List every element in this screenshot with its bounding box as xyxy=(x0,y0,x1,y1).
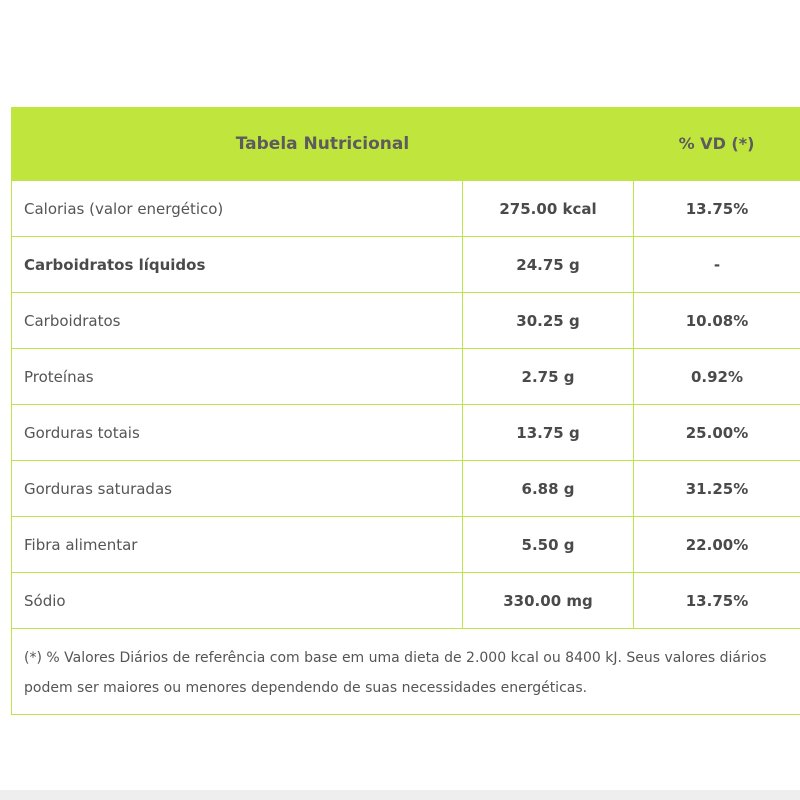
nutrient-vd: 0.92% xyxy=(690,367,744,386)
nutrient-amount: 275.00 kcal xyxy=(463,181,634,236)
table-row xyxy=(12,293,800,349)
nutrient-vd: - xyxy=(713,255,721,274)
nutrient-amount: 330.00 mg xyxy=(463,573,634,628)
nutrient-vd: 22.00% xyxy=(685,535,749,554)
nutrient-vd: 13.75% xyxy=(685,591,749,610)
nutrient-amount: 24.75 g xyxy=(463,237,634,292)
nutrient-label: Gorduras saturadas xyxy=(12,461,463,516)
nutrient-amount: 5.50 g xyxy=(463,517,634,572)
table-footnote: (*) % Valores Diários de referência com base em uma dieta de 2.000 kcal ou 8400 kJ. Seus valores diários podem ser maiores ou menores dependendo de suas necessidades energéticas. xyxy=(12,629,800,715)
nutrient-vd: 31.25% xyxy=(685,479,749,498)
nutrient-amount: 30.25 g xyxy=(463,293,634,348)
table-row xyxy=(12,181,800,237)
nutrient-vd: 25.00% xyxy=(685,423,749,442)
nutrient-amount: 6.88 g xyxy=(463,461,634,516)
nutrient-amount: 13.75 g xyxy=(463,405,634,460)
vd-header: % VD (*) xyxy=(678,134,755,153)
nutrient-label: Sódio xyxy=(12,573,463,628)
nutrition-table xyxy=(11,107,800,715)
nutrient-label: Proteínas xyxy=(12,349,463,404)
nutrient-label: Calorias (valor energético) xyxy=(12,181,463,236)
page-bottom-strip xyxy=(0,790,800,800)
nutrient-vd: 13.75% xyxy=(685,199,749,218)
nutrient-label: Fibra alimentar xyxy=(12,517,463,572)
nutrient-label: Carboidratos xyxy=(12,293,463,348)
table-row xyxy=(12,237,800,293)
table-row xyxy=(12,405,800,461)
table-row xyxy=(12,573,800,629)
nutrient-label: Gorduras totais xyxy=(12,405,463,460)
table-row xyxy=(12,461,800,517)
table-row xyxy=(12,349,800,405)
table-row xyxy=(12,517,800,573)
table-title: Tabela Nutricional xyxy=(235,133,410,154)
nutrient-amount: 2.75 g xyxy=(463,349,634,404)
nutrient-vd: 10.08% xyxy=(685,311,749,330)
nutrient-label: Carboidratos líquidos xyxy=(12,237,463,292)
table-header xyxy=(12,107,800,181)
